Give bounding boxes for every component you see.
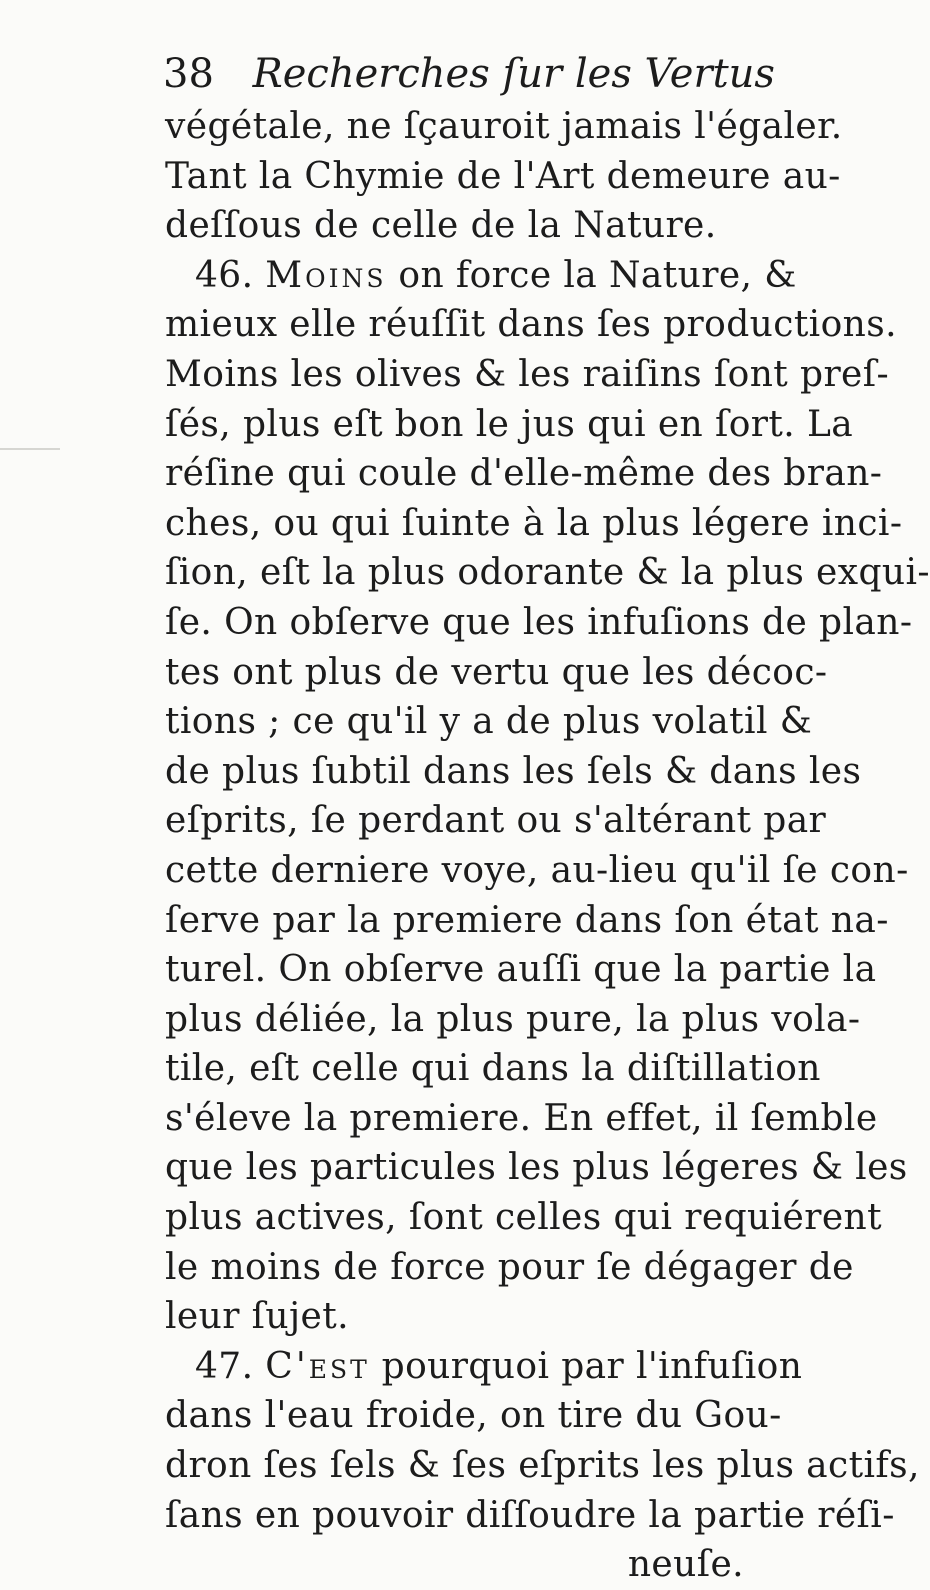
text-line: dans l'eau froide, on tire du Gou- — [165, 1395, 782, 1437]
text-line: ſans en pouvoir diſſoudre la partie réſi- — [165, 1494, 895, 1536]
text-line: ſion, eſt la plus odorante & la plus exqui- — [165, 552, 930, 594]
text-line: ſerve par la premiere dans ſon état na- — [165, 899, 889, 941]
text-line: eſprits, ſe perdant ou s'altérant par — [165, 800, 827, 842]
text-line-rest: pourquoi par l'infuſion — [369, 1345, 803, 1387]
page-number: 38 — [163, 51, 214, 97]
text-line: s'éleve la premiere. En effet, il ſemble — [165, 1097, 878, 1139]
text-line: leur ſujet. — [165, 1296, 349, 1338]
text-line: réſine qui coule d'elle-même des bran- — [165, 453, 883, 495]
text-line: mieux elle réuſſit dans ſes productions. — [165, 304, 897, 346]
running-title: Recherches ſur les Vertus — [252, 51, 775, 97]
paragraph-lead-word: C'est — [265, 1345, 370, 1387]
text-line: plus actives, ſont celles qui requiérent — [165, 1197, 882, 1239]
text-line: cette derniere voye, au-lieu qu'il ſe con- — [165, 849, 909, 891]
text-line: tile, eſt celle qui dans la diſtillation — [165, 1048, 821, 1090]
text-line: de plus ſubtil dans les ſels & dans les — [165, 750, 862, 792]
text-line: tions ; ce qu'il y a de plus volatil & — [165, 701, 813, 743]
text-line: Moins les olives & les raiſins ſont preſ- — [165, 353, 890, 395]
paragraph-number: 46. — [195, 254, 254, 296]
paragraph-number: 47. — [195, 1345, 254, 1387]
catchword: neuſe. — [627, 1544, 744, 1586]
text-line: plus déliée, la plus pure, la plus vola- — [165, 998, 861, 1040]
text-line: deſſous de celle de la Nature. — [165, 205, 717, 247]
text-line: ches, ou qui ſuinte à la plus légere inci- — [165, 502, 903, 544]
text-line: que les particules les plus légeres & les — [165, 1147, 908, 1189]
text-line: végétale, ne ſçauroit jamais l'égaler. — [165, 106, 843, 147]
text-line-rest: on force la Nature, & — [386, 254, 797, 296]
paragraph-46-first-line — [165, 251, 800, 301]
text-line: ſe. On obſerve que les infuſions de plan- — [165, 601, 913, 643]
running-head — [163, 46, 775, 102]
text-line: le moins de force pour ſe dégager de — [165, 1246, 854, 1288]
margin-mark — [0, 448, 60, 450]
paragraph-47-first-line — [165, 1342, 803, 1392]
text-line: turel. On obſerve auſſi que la partie la — [165, 949, 877, 991]
paragraph-lead-word: Moins — [265, 254, 387, 296]
text-line: ſés, plus eſt bon le jus qui en ſort. La — [165, 403, 854, 445]
text-block — [165, 102, 930, 1590]
text-line: tes ont plus de vertu que les décoc- — [165, 651, 828, 693]
text-line: dron ſes ſels & ſes eſprits les plus actifs, — [165, 1445, 920, 1487]
text-line: Tant la Chymie de l'Art demeure au- — [165, 155, 841, 197]
